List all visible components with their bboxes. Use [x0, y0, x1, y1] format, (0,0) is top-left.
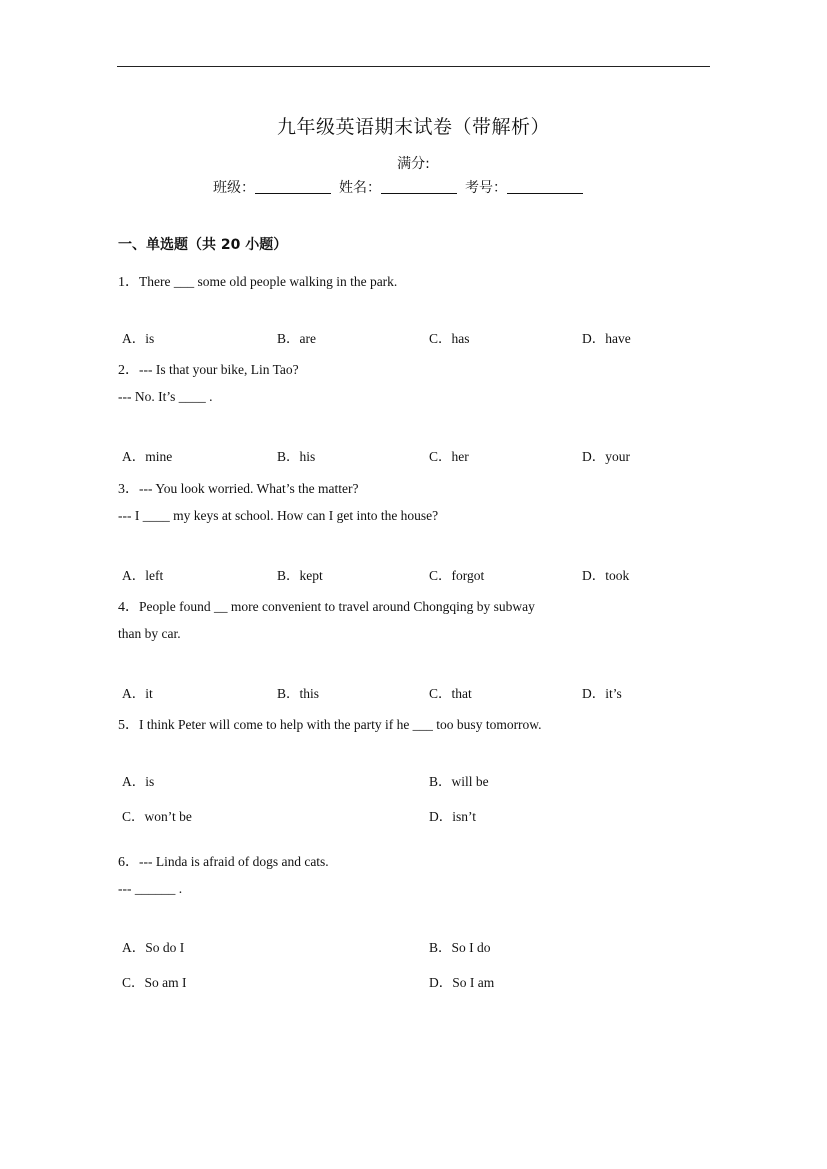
page-title: 九年级英语期末试卷（带解析）: [276, 116, 550, 138]
question-2: [118, 359, 299, 379]
header-rule: [117, 66, 710, 67]
question-text-line-2: --- ______ .: [118, 881, 183, 896]
option-b: B．are: [277, 331, 316, 346]
question-number: 4．: [118, 600, 139, 615]
name-blank: [381, 179, 457, 194]
option-d: D．your: [582, 449, 630, 464]
option-d: D．took: [582, 568, 630, 583]
question-text-line-2: --- I ____ my keys at school. How can I get into the house?: [118, 508, 439, 523]
option-c: C．So am I: [122, 975, 187, 990]
question-4: [118, 596, 535, 616]
question-5: [118, 714, 542, 734]
question-text-line-2: than by car.: [118, 626, 181, 641]
option-a: A．So do I: [122, 940, 185, 955]
option-d: D．So I am: [429, 975, 495, 990]
question-text-line-2: --- No. It’s ____ .: [118, 389, 213, 404]
question-number: 1．: [118, 275, 139, 290]
question-number: 5．: [118, 718, 139, 733]
option-b: B．this: [277, 686, 320, 701]
option-a: A．left: [122, 568, 164, 583]
student-info-line: [213, 177, 583, 197]
option-a: A．is: [122, 774, 155, 789]
option-c: C．that: [429, 686, 472, 701]
option-d: D．it’s: [582, 686, 622, 701]
exam-no-label: 考号：: [465, 180, 507, 196]
option-c: C．won’t be: [122, 809, 192, 824]
question-6: [118, 851, 329, 871]
question-text: People found __ more convenient to travel around Chongqing by subway: [139, 599, 535, 614]
option-b: B．So I do: [429, 940, 491, 955]
class-blank: [255, 179, 331, 194]
question-3: [118, 478, 358, 498]
option-c: C．forgot: [429, 568, 485, 583]
option-a: A．mine: [122, 449, 173, 464]
question-number: 2．: [118, 363, 139, 378]
question-text: --- Linda is afraid of dogs and cats.: [139, 854, 329, 869]
option-a: A．is: [122, 331, 155, 346]
option-a: A．it: [122, 686, 153, 701]
question-1: [118, 271, 397, 291]
option-d: D．have: [582, 331, 631, 346]
option-d: D．isn’t: [429, 809, 477, 824]
question-text: I think Peter will come to help with the party if he ___ too busy tomorrow.: [139, 717, 542, 732]
option-b: B．kept: [277, 568, 323, 583]
exam-no-blank: [507, 179, 583, 194]
question-text: --- Is that your bike, Lin Tao?: [139, 362, 299, 377]
question-text: --- You look worried. What’s the matter?: [139, 481, 359, 496]
name-label: 姓名：: [339, 180, 381, 196]
option-c: C．has: [429, 331, 470, 346]
option-c: C．her: [429, 449, 469, 464]
question-number: 3．: [118, 482, 139, 497]
option-b: B．will be: [429, 774, 489, 789]
question-text: There ___ some old people walking in the park.: [139, 274, 398, 289]
class-label: 班级：: [213, 180, 255, 196]
option-b: B．his: [277, 449, 316, 464]
score-label: 满分:: [397, 156, 430, 172]
question-number: 6．: [118, 855, 139, 870]
section-title: 一、单选题（共 20 小题）: [118, 237, 288, 253]
